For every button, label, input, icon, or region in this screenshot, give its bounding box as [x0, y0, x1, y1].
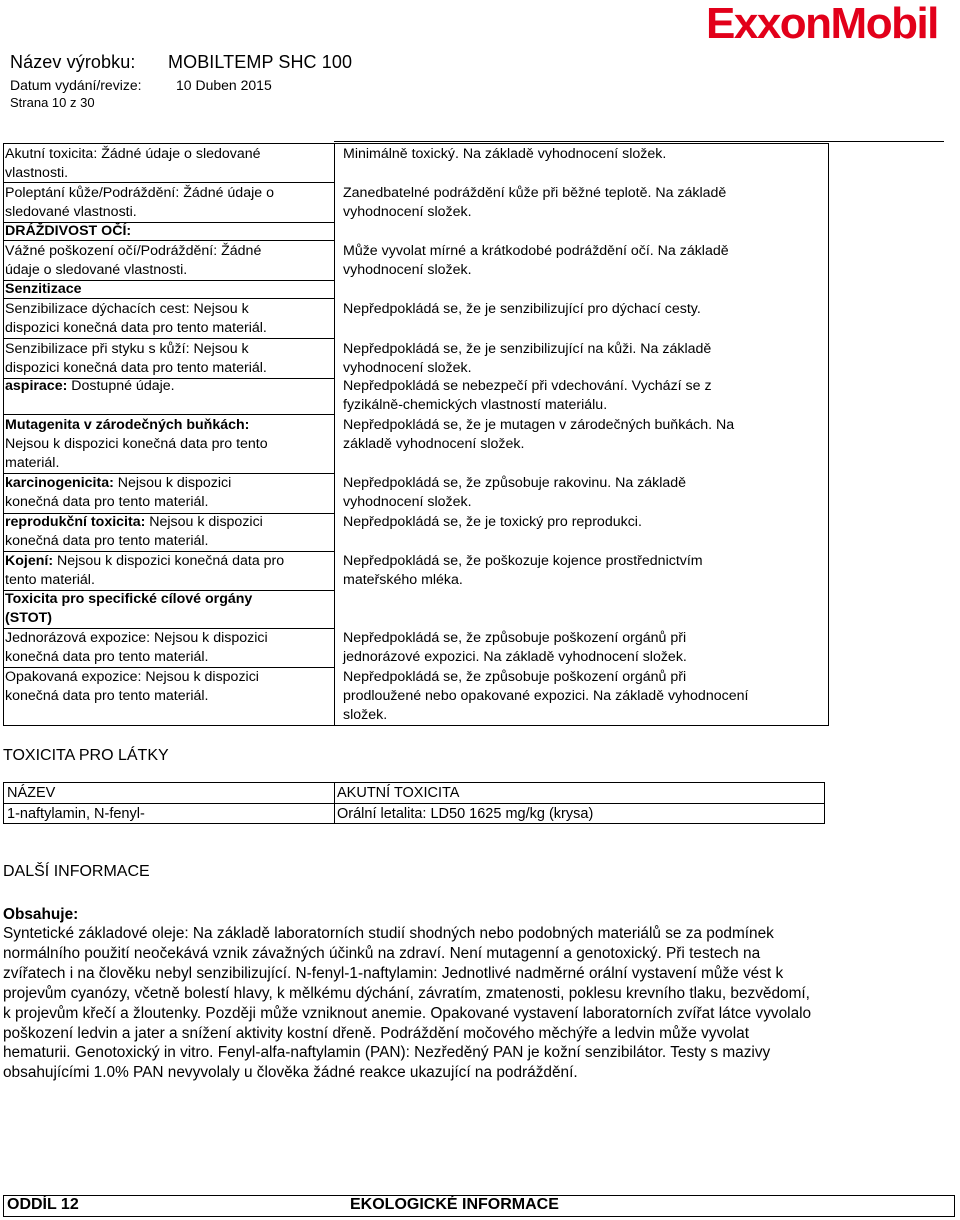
- carcinogenicity-conclusion: Nepředpokládá se, že způsobuje rakovinu. Na základě vyhodnocení složek.: [343, 475, 687, 511]
- carcinogenicity-label: karcinogenicita:: [5, 475, 114, 491]
- mutagenicity-label: Mutagenita v zárodečných buňkách:: [5, 417, 250, 433]
- carcinogenicity-cell: [5, 474, 331, 512]
- lactation-value: Nejsou k dispozici konečná data pro tento materiál.: [5, 553, 285, 589]
- aspiration-label: aspirace:: [5, 378, 68, 394]
- skin-sensitization-cell: Senzibilizace při styku s kůží: Nejsou k dispozici konečná data pro tento materiál.: [5, 341, 267, 377]
- issue-date-value: 10 Duben 2015: [176, 77, 272, 93]
- lactation-conclusion: Nepředpokládá se, že poškozuje kojence prostřednictvím mateřského mléka.: [343, 553, 703, 589]
- reproductive-toxicity-conclusion: Nepředpokládá se, že je toxický pro reprodukci.: [343, 514, 642, 530]
- single-exposure-conclusion: Nepředpokládá se, že způsobuje poškození orgánů při jednorázové expozici. Na základě vyhodnocení složek.: [343, 630, 687, 666]
- contains-label: Obsahuje:: [3, 906, 79, 923]
- acute-toxicity-conclusion: Minimálně toxický. Na základě vyhodnocení složek.: [343, 146, 667, 162]
- respiratory-sensitization-conclusion: Nepředpokládá se, že je senzibilizující pro dýchací cesty.: [343, 301, 701, 317]
- skin-sensitization-conclusion: Nepředpokládá se, že je senzibilizující na kůži. Na základě vyhodnocení složek.: [343, 341, 712, 377]
- lactation-label: Kojení:: [5, 553, 54, 569]
- toxicity-table-divider: [334, 143, 335, 726]
- aspiration-cell: [5, 377, 331, 396]
- mutagenicity-conclusion: Nepředpokládá se, že je mutagen v zárodečných buňkách. Na základě vyhodnocení složek.: [343, 417, 735, 453]
- product-name-line: [10, 52, 352, 73]
- eye-damage-conclusion: Může vyvolat mírné a krátkodobé podráždění očí. Na základě vyhodnocení složek.: [343, 243, 729, 279]
- product-name-value: MOBILTEMP SHC 100: [168, 52, 353, 72]
- aspiration-conclusion: Nepředpokládá se nebezpečí při vdechování. Vychází se z fyzikálně-chemických vlastností materiálu.: [343, 378, 712, 414]
- carcinogenicity-value: Nejsou k dispozici konečná data pro tento materiál.: [5, 475, 232, 511]
- section-number: ODDÍL 12: [7, 1196, 79, 1213]
- header-rule: [334, 141, 944, 142]
- acute-toxicity-header: AKUTNÍ TOXICITA: [337, 785, 460, 801]
- skin-corrosion-cell: Poleptání kůže/Podráždění: Žádné údaje o sledované vlastnosti.: [5, 185, 274, 221]
- other-info-text: Syntetické základové oleje: Na základě laboratorních studií shodných nebo podobných materiálů se za podmínek normálního použití neočekává vznik závažných účinků na zdraví. Není mutagenní a genotoxický. Při testech na zvířatech i na člověku nebyl senzibilizující. N-fenyl-1-naftylamin: Jednotlivé nadměrné orální vystavení může vést k projevům cyanózy, včetně bolestí hlavy, k mělkému dýchání, závratím, zmatenosti, poklesu krevního tlaku, bezvědomí, k projevům křečí a žloutenky. Později může vzniknout anemie. Opakované vystavení laboratorních zvířat látce vyvolalo poškození ledvin a jater a snížení aktivity kostní dřeně. Podráždění močového měchýře a ledvin může vyvolat hematurii. Genotoxický in vitro. Fenyl-alfa-naftylamin (PAN): Nezředěný PAN je kožní senzibilátor. Testy s mazivy obsahujícími 1.0% PAN nevyvolaly u člověka žádné reakce ukazující na podráždění.: [3, 925, 812, 1082]
- issue-date-label: Datum vydání/revize:: [10, 77, 142, 93]
- substance-table-header-rule: [3, 803, 825, 804]
- stot-heading: Toxicita pro specifické cílové orgány (STOT): [5, 591, 253, 627]
- skin-corrosion-conclusion: Zanedbatelné podráždění kůže při běžné teplotě. Na základě vyhodnocení složek.: [343, 185, 727, 221]
- acute-toxicity-cell: Akutní toxicita: Žádné údaje o sledované vlastnosti.: [5, 146, 261, 182]
- reproductive-toxicity-cell: [5, 513, 331, 551]
- other-info-title: DALŠÍ INFORMACE: [3, 863, 150, 880]
- single-exposure-cell: Jednorázová expozice: Nejsou k dispozici konečná data pro tento materiál.: [5, 630, 268, 666]
- mutagenicity-value: Nejsou k dispozici konečná data pro tento materiál.: [5, 436, 268, 472]
- acute-toxicity-value: Orální letalita: LD50 1625 mg/kg (krysa): [337, 806, 594, 822]
- aspiration-value: Dostupné údaje.: [67, 378, 175, 394]
- sensitization-heading: Senzitizace: [5, 281, 82, 297]
- repeated-exposure-cell: Opakovaná expozice: Nejsou k dispozici konečná data pro tento materiál.: [5, 669, 259, 705]
- eye-damage-cell: Vážné poškození očí/Podráždění: Žádné údaje o sledované vlastnosti.: [5, 243, 262, 279]
- lactation-cell: [5, 552, 331, 590]
- row-divider: [3, 414, 334, 415]
- respiratory-sensitization-cell: Senzibilizace dýchacích cest: Nejsou k dispozici konečná data pro tento materiál.: [5, 301, 267, 337]
- reproductive-toxicity-value: Nejsou k dispozici konečná data pro tento materiál.: [5, 514, 263, 550]
- product-name-label: Název výrobku:: [10, 52, 136, 72]
- page-number: Strana 10 z 30: [10, 95, 95, 110]
- exxonmobil-logo: ExxonMobil: [706, 0, 938, 48]
- substance-name-value: 1-naftylamin, N-fenyl-: [7, 806, 145, 822]
- repeated-exposure-conclusion: Nepředpokládá se, že způsobuje poškození orgánů při prodloužené nebo opakované expozici. Na základě vyhodnocení složek.: [343, 669, 749, 724]
- substance-name-header: NÁZEV: [7, 785, 56, 801]
- mutagenicity-cell: [5, 416, 331, 474]
- substance-toxicity-title: TOXICITA PRO LÁTKY: [3, 747, 169, 764]
- issue-date-line: [10, 77, 272, 93]
- section-title: EKOLOGICKÉ INFORMACE: [350, 1196, 559, 1213]
- eye-irritation-heading: DRÁŽDIVOST OČÍ:: [5, 223, 132, 239]
- reproductive-toxicity-label: reprodukční toxicita:: [5, 514, 146, 530]
